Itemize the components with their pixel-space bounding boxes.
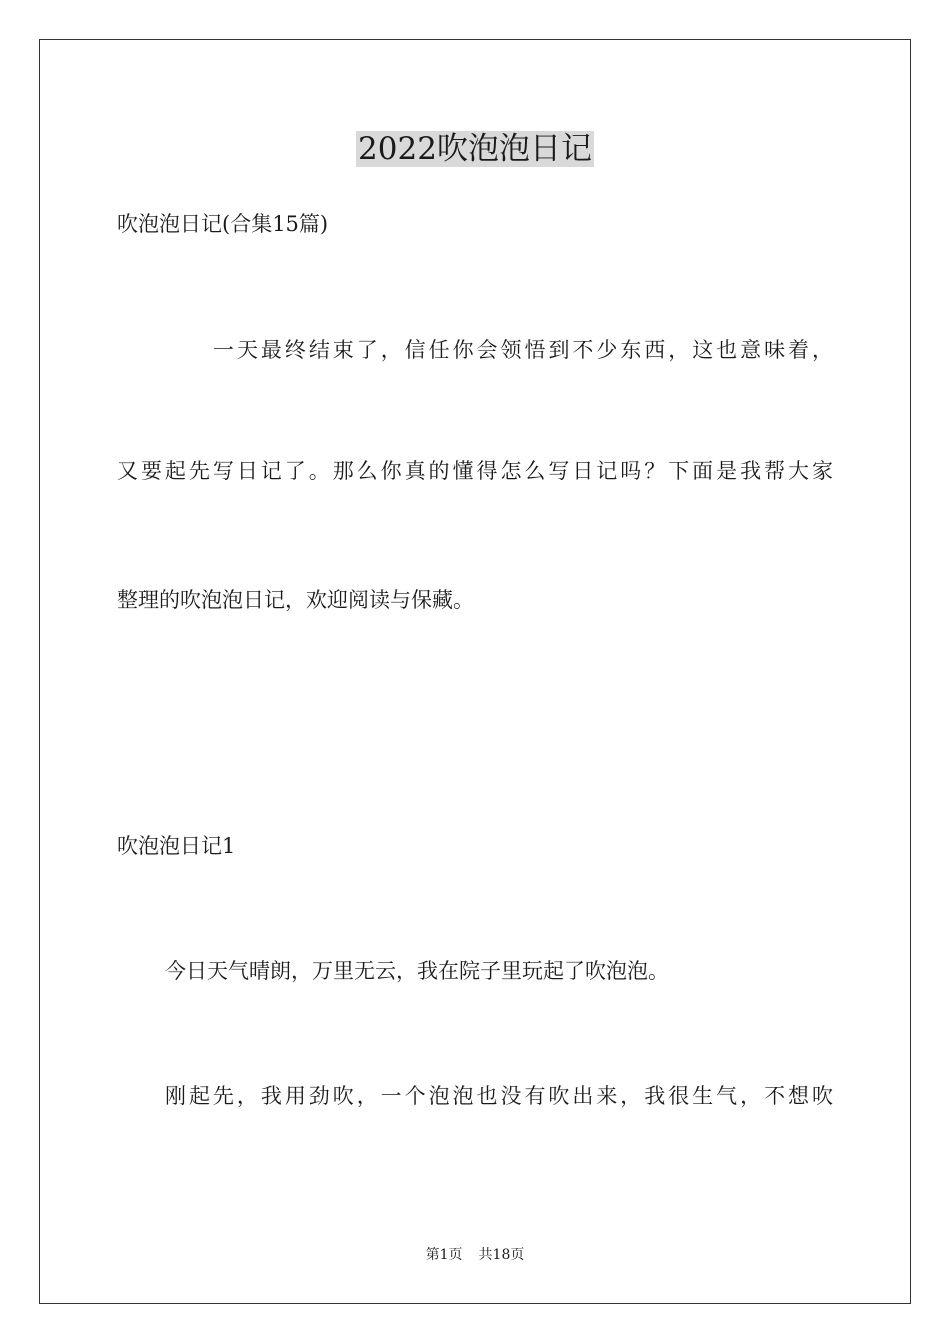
body-line-2: 刚起先，我用劲吹，一个泡泡也没有吹出来，我很生气，不想吹 bbox=[165, 1084, 833, 1108]
section-heading: 吹泡泡日记1 bbox=[117, 834, 236, 858]
document-title-text: 2022吹泡泡日记 bbox=[358, 131, 592, 167]
page-number: 第1页 bbox=[425, 1247, 463, 1263]
intro-line-2: 又要起先写日记了。那么你真的懂得怎么写日记吗？下面是我帮大家 bbox=[117, 459, 833, 483]
intro-line-3: 整理的吹泡泡日记，欢迎阅读与保藏。 bbox=[117, 588, 474, 612]
page-total: 共18页 bbox=[478, 1247, 525, 1263]
document-subtitle: 吹泡泡日记(合集15篇) bbox=[117, 212, 329, 236]
intro-line-1: 一天最终结束了，信任你会领悟到不少东西，这也意味着， bbox=[213, 338, 833, 362]
page-footer bbox=[0, 1245, 950, 1265]
body-line-1: 今日天气晴朗，万里无云，我在院子里玩起了吹泡泡。 bbox=[165, 959, 669, 983]
document-title bbox=[0, 126, 950, 172]
